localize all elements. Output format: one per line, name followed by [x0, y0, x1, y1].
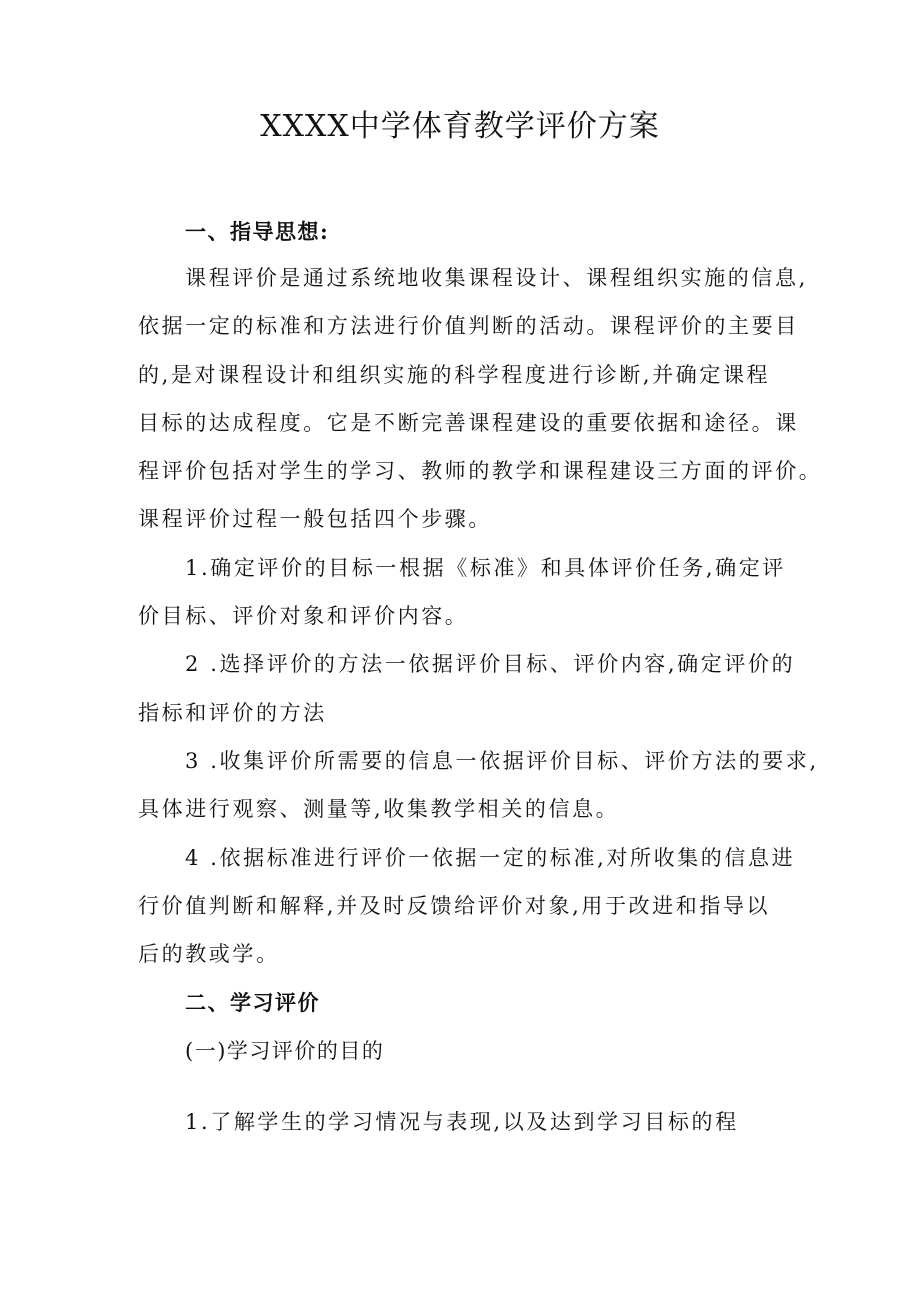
- paragraph-line: 的,是对课程设计和组织实施的科学程度进行诊断,并确定课程: [138, 363, 771, 387]
- step-line: 后的教或学。: [138, 942, 280, 966]
- paragraph-line: 依据一定的标准和方法进行价值判断的活动。课程评价的主要目: [138, 314, 799, 338]
- paragraph-line: 课程评价过程一般包括四个步骤。: [138, 507, 492, 531]
- document-title: XXXX中学体育教学评价方案: [260, 109, 660, 144]
- step-line: 4 .依据标准进行评价一依据一定的标准,对所收集的信息进: [185, 846, 796, 870]
- step-line: 指标和评价的方法: [138, 701, 327, 725]
- section-heading-learning-evaluation: 二、学习评价: [185, 990, 320, 1015]
- subsection-heading: (一)学习评价的目的: [185, 1039, 385, 1063]
- list-item: 1.了解学生的学习情况与表现,以及达到学习目标的程: [185, 1110, 739, 1134]
- section-heading-guiding-ideology: 一、指导思想:: [185, 219, 330, 244]
- paragraph-line: 课程评价是通过系统地收集课程设计、课程组织实施的信息,: [185, 266, 808, 290]
- step-line: 2 .选择评价的方法一依据评价目标、评价内容,确定评价的: [185, 652, 796, 676]
- paragraph-line: 目标的达成程度。它是不断完善课程建设的重要依据和途径。课: [138, 411, 799, 435]
- step-line: 3 .收集评价所需要的信息一依据评价目标、评价方法的要求,: [185, 749, 819, 773]
- step-line: 1.确定评价的目标一根据《标准》和具体评价任务,确定评: [185, 556, 786, 580]
- step-line: 价目标、评价对象和评价内容。: [138, 604, 469, 628]
- step-line: 具体进行观察、测量等,收集教学相关的信息。: [138, 797, 620, 821]
- paragraph-line: 程评价包括对学生的学习、教师的教学和课程建设三方面的评价。: [138, 459, 823, 483]
- step-line: 行价值判断和解释,并及时反馈给评价对象,用于改进和指导以: [138, 894, 771, 918]
